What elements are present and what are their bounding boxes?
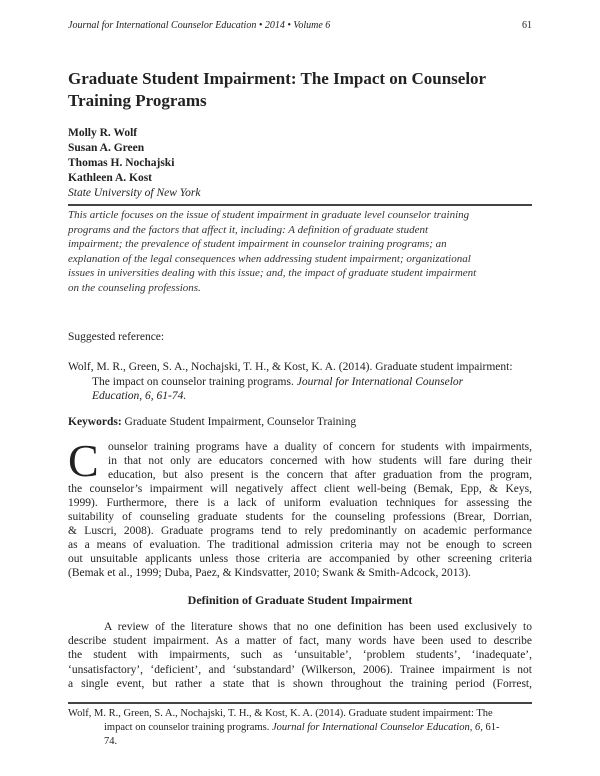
footer-line: Wolf, M. R., Green, S. A., Nochajski, T. H., & Kost, K. A. (2014). Graduate student impairment: The [68, 708, 493, 719]
text-line: suitability of counseling graduate students for the counseling professions (Brear, Dorrian, [68, 511, 532, 523]
author-list [68, 126, 532, 201]
journal-title: Journal for International Counselor [296, 375, 464, 388]
text-line: A review of the literature shows that no one definition has been used exclusively to [104, 621, 532, 633]
footer-text: impact on counselor training programs. [104, 722, 272, 733]
suggested-reference [68, 360, 532, 404]
footer-text: 61- [482, 722, 500, 733]
body-paragraph [68, 620, 532, 691]
affiliation: State University of New York [68, 187, 201, 199]
author: Molly R. Wolf [68, 127, 138, 139]
reference-text: Education, 6, 61-74. [92, 390, 187, 402]
abstract-line: programs and the factors that affect it, including: A definition of graduate student [68, 223, 429, 236]
author: Kathleen A. Kost [68, 172, 153, 184]
running-header [68, 20, 532, 31]
reference-line [68, 389, 532, 404]
footer-citation [68, 707, 532, 749]
suggested-reference-label: Suggested reference: [68, 331, 165, 343]
footer-line: 74. [104, 736, 118, 747]
reference-line [68, 375, 532, 390]
abstract-line: This article focuses on the issue of student impairment in graduate level counselor training [68, 209, 470, 221]
text-line: (Bemak et al., 1999; Duba, Paez, & Kindsvatter, 2010; Swank & Smith-Adcock, 2013). [68, 567, 471, 579]
text-line: & Luscri, 2008). Graduate programs tend to rely predominantly on academic performance [68, 525, 532, 537]
footer-divider [68, 702, 532, 704]
author: Susan A. Green [68, 142, 145, 154]
text-line: as a means of evaluation. The traditional admission criteria may not be enough to screen [68, 539, 532, 551]
divider [68, 204, 532, 206]
article-title [68, 68, 532, 112]
text-line: ounselor training programs have a duality of concern for students with impairments, [108, 441, 532, 453]
author: Thomas H. Nochajski [68, 157, 175, 169]
text-line: describe student impairment. As a matter of fact, many words have been used to describe [68, 635, 532, 648]
keywords-value: Graduate Student Impairment, Counselor Training [121, 416, 357, 428]
body-paragraph [68, 440, 532, 580]
keywords-label: Keywords: [68, 416, 122, 428]
title-line: Graduate Student Impairment: The Impact on Counselor [68, 69, 487, 88]
journal-name: Journal for International Counselor Education • 2014 • Volume 6 [68, 20, 331, 31]
text-line: ‘unsatisfactory’, ‘deficient’, and ‘substandard’ (Wilkerson, 2006). Trainee impairment is not [68, 663, 532, 676]
title-line: Training Programs [68, 91, 207, 110]
page-number: 61 [522, 20, 532, 31]
abstract-line: on the counseling professions. [68, 281, 201, 294]
abstract [68, 208, 532, 296]
text-line: a single event, but rather a state that is shown throughout the training period (Forrest, [68, 677, 532, 690]
text-line: in that not only are educators concerned with how students will fare during their [108, 455, 532, 467]
footer-line [68, 721, 532, 735]
text-line: 1999). Furthermore, there is a lack of uniform evaluation techniques for assessing the [68, 497, 532, 509]
journal-title: Journal for International Counselor Education, 6, [271, 722, 483, 733]
text-line: education, but also present is the concern that after graduation from the program, [108, 469, 532, 481]
abstract-line: issues in universities dealing with this issue; and, the impact of graduate student impairment [68, 267, 477, 280]
reference-line: Wolf, M. R., Green, S. A., Nochajski, T. H., & Kost, K. A. (2014). Graduate student impairment: [68, 361, 513, 373]
reference-text: The impact on counselor training programs. [92, 375, 297, 388]
abstract-line: explanation of the legal consequences when addressing student impairment; organizational [68, 252, 471, 265]
text-line: the counselor’s impairment will negatively affect client well-being (Bemak, Epp, & Keys, [68, 483, 532, 495]
keywords [68, 416, 532, 428]
abstract-line: impairment; the prevalence of student impairment in counselor training programs; an [68, 238, 447, 251]
section-heading: Definition of Graduate Student Impairment [187, 593, 413, 607]
drop-cap: C [68, 441, 99, 481]
text-line: the student with impairments, such as ‘unsuitable’, ‘problem students’, ‘inadequate’, [68, 649, 532, 662]
text-line: out unsuitable applicants unless those criteria are accompanied by other screening criteria [68, 553, 532, 565]
